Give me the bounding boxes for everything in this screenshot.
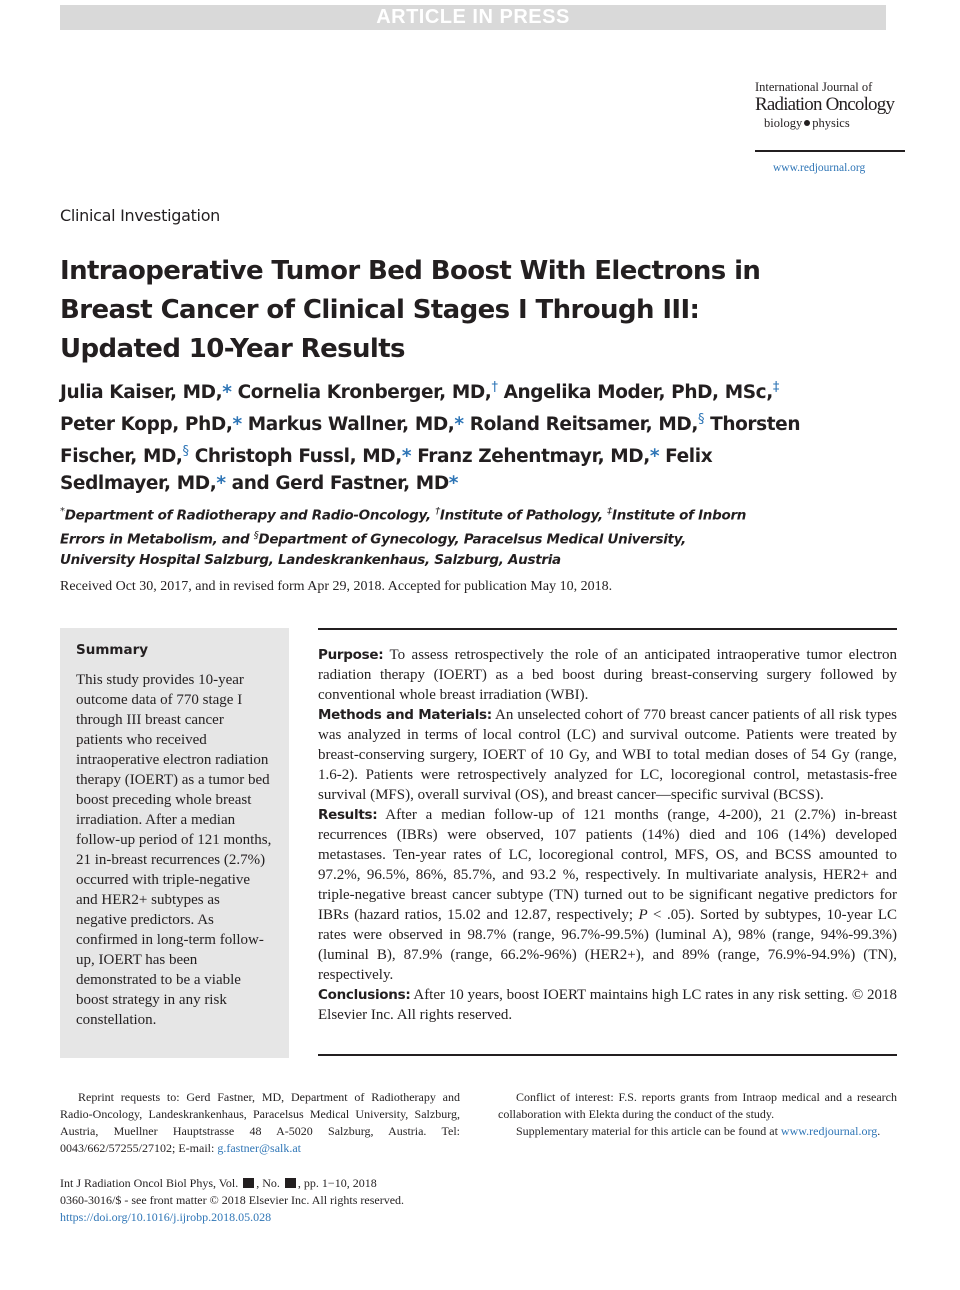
author-name: Peter Kopp, PhD,: [60, 414, 233, 436]
reprint-text: [60, 1089, 460, 1157]
copyright-line: 0360-3016/$ - see front matter © 2018 Elsevier Inc. All rights reserved.: [60, 1193, 405, 1207]
author-affil-mark: *: [216, 473, 226, 495]
author-name: Franz Zehentmayr, MD,: [417, 446, 650, 468]
supplementary-body: Supplementary material for this article can be found at: [516, 1124, 781, 1138]
affil-text: Department of Gynecology, Paracelsus Medical University, University Hospital Salzburg, Landeskrankenhaus, Salzburg, Austria: [60, 531, 686, 568]
article-title: Intraoperative Tumor Bed Boost With Electrons in Breast Cancer of Clinical Stages I Through III: Updated 10-Year Results: [60, 256, 761, 364]
conclusions-label: Conclusions:: [318, 987, 411, 1003]
author-affil-mark: *: [222, 382, 232, 404]
abstract-conclusions: [318, 985, 897, 1025]
journal-subtitle-physics: physics: [812, 116, 850, 130]
affil-text: Institute of Pathology,: [439, 507, 608, 524]
journal-divider: [755, 150, 905, 152]
author-affil-mark: *: [401, 446, 412, 468]
author-name: Thorsten Fischer, MD,: [60, 414, 801, 468]
p-value-symbol: P: [638, 907, 648, 923]
author-name: Gerd Fastner, MD: [275, 473, 449, 495]
results-text-cont: < .05). Sorted by subtypes, 10-year LC rates were observed in 98.7% (range, 96.7%-99.5%) (luminal A), 98% (range, 94%-99.3%) (luminal B), 87.9% (range, 66.2%-96%) (HER2+), and 89% (range, 76.9%-94.9%) (TN), respectively.: [318, 907, 897, 983]
citation-no: , No.: [256, 1176, 283, 1190]
methods-label: Methods and Materials:: [318, 707, 492, 723]
author-name: Markus Wallner, MD,: [247, 414, 455, 436]
journal-name-line2: Radiation Oncology: [755, 94, 895, 115]
results-text: After a median follow-up of 121 months (range, 4-200), 21 (2.7%) in-breast recurrences (IBRs) were observed, 107 patients (14%) died and 106 (14%) developed metastases. Ten-year rates of LC, locoregional control, MFS, OS, and BCSS amounted to 97.2%, 96.5%, 86%, 85.7%, and 93.2 %, respectively. In multivariate analysis, HER2+ and triple-negative breast cancer subtype (TN) turned out to be significant negative predictors for IBRs (hazard ratios, 15.02 and 12.87, respectively;: [318, 807, 897, 923]
author-affil-mark: †: [491, 380, 498, 395]
abstract-results: [318, 805, 897, 985]
affil-mark: ‡: [607, 506, 612, 517]
citation-pages: , pp. 1−10, 2018: [297, 1176, 377, 1190]
affil-mark: *: [60, 506, 65, 517]
placeholder-square-icon: [285, 1178, 296, 1188]
abstract-purpose: [318, 645, 897, 705]
author-name: Julia Kaiser, MD,: [60, 382, 223, 404]
results-label: Results:: [318, 807, 378, 823]
purpose-text: To assess retrospectively the role of an anticipated intraoperative tumor electron radiation therapy (IOERT) as a bed boost during breast-conserving surgery followed by conventional whole breast irradiation (WBI).: [318, 647, 897, 703]
author-name: Angelika Moder, PhD, MSc,: [503, 382, 773, 404]
placeholder-square-icon: [243, 1178, 254, 1188]
journal-name-line3: [755, 115, 905, 131]
abstract-methods: [318, 705, 897, 805]
email-link[interactable]: g.fastner@salk.at: [217, 1141, 302, 1155]
author-name: Roland Reitsamer, MD,: [469, 414, 698, 436]
citation-block: [60, 1175, 480, 1226]
citation-journal: Int J Radiation Oncol Biol Phys, Vol.: [60, 1176, 242, 1190]
journal-website-link[interactable]: www.redjournal.org: [773, 162, 866, 174]
supplementary-text: [498, 1123, 897, 1140]
affil-mark: §: [253, 530, 259, 541]
supplementary-link[interactable]: www.redjournal.org: [780, 1124, 878, 1138]
bullet-icon: [804, 120, 810, 126]
journal-subtitle-biology: biology: [764, 116, 803, 130]
summary-box: [60, 628, 289, 1058]
author-affil-mark: *: [649, 446, 660, 468]
supplementary-end: .: [877, 1124, 881, 1138]
author-list: [60, 374, 820, 497]
author-affil-mark: *: [454, 414, 464, 436]
author-name: Felix Sedlmayer, MD,: [60, 446, 713, 495]
author-affil-mark: §: [182, 444, 189, 460]
author-affil-mark: §: [697, 412, 705, 428]
footnote-reprint: [60, 1089, 460, 1157]
author-name: Christoph Fussl, MD,: [194, 446, 402, 468]
author-affil-mark: *: [448, 473, 459, 495]
received-dates: Received Oct 30, 2017, and in revised form Apr 29, 2018. Accepted for publication May 10, 2018.: [60, 579, 613, 594]
affil-mark: †: [435, 506, 440, 517]
affil-text: Department of Radiotherapy and Radio-Oncology,: [64, 507, 436, 524]
journal-logo: [755, 80, 905, 131]
citation-line: [60, 1175, 480, 1192]
summary-heading: Summary: [76, 642, 149, 658]
methods-text: An unselected cohort of 770 breast cancer patients of all risk types was analyzed in terms of local control (LC) and survival outcome. Patients were treated by breast-conserving surgery, IOERT of 10 Gy, and WBI to total median doses of 54 Gy (range, 1.6-2). Patients were retrospectively analyzed for LC, locoregional control, metastasis-free survival (MFS), overall survival (OS), and breast cancer—specific survival (BCSS).: [318, 707, 897, 803]
conflict-text: Conflict of interest: F.S. reports grants from Intraop medical and a research collaboration with Elekta during the conduct of the study.: [498, 1090, 897, 1121]
summary-text: This study provides 10-year outcome data of 770 stage I through III breast cancer patients who received intraoperative electron radiation therapy (IOERT) as a tumor bed boost preceding whole breast irradiation. After a median follow-up period of 121 months, 21 in-breast recurrences (2.7%) occurred with triple-negative and HER2+ subtypes as negative predictors. As confirmed in long-term follow-up, IOERT has been demonstrated to be a viable boost strategy in any risk constellation.: [76, 672, 272, 1028]
conclusions-text: After 10 years, boost IOERT maintains high LC rates in any risk setting. © 2018 Elsevier Inc. All rights reserved.: [318, 987, 897, 1023]
author-separator: and: [225, 473, 276, 495]
reprint-body: Reprint requests to: Gerd Fastner, MD, Department of Radiotherapy and Radio-Oncology, Landeskrankenhaus, Paracelsus Medical University, Salzburg, Austria, Muellner Hauptstrasse 48 A-5020 Salzburg, Austria. Tel: 0043/662/57255/27102; E-mail:: [60, 1090, 460, 1155]
author-affil-mark: ‡: [772, 380, 779, 395]
article-in-press-banner: ARTICLE IN PRESS: [60, 5, 886, 30]
author-name: Cornelia Kronberger, MD,: [237, 382, 492, 404]
abstract: [318, 628, 897, 1056]
footnote-conflict: [498, 1089, 897, 1140]
doi-link[interactable]: https://doi.org/10.1016/j.ijrobp.2018.05.028: [60, 1210, 272, 1224]
author-affil-mark: *: [232, 414, 242, 436]
journal-name-line1: International Journal of: [755, 80, 873, 94]
purpose-label: Purpose:: [318, 647, 384, 663]
section-label: Clinical Investigation: [60, 206, 221, 225]
affiliations: [60, 502, 750, 571]
affil-text: Institute of Inborn Errors in Metabolism, and: [60, 507, 747, 548]
